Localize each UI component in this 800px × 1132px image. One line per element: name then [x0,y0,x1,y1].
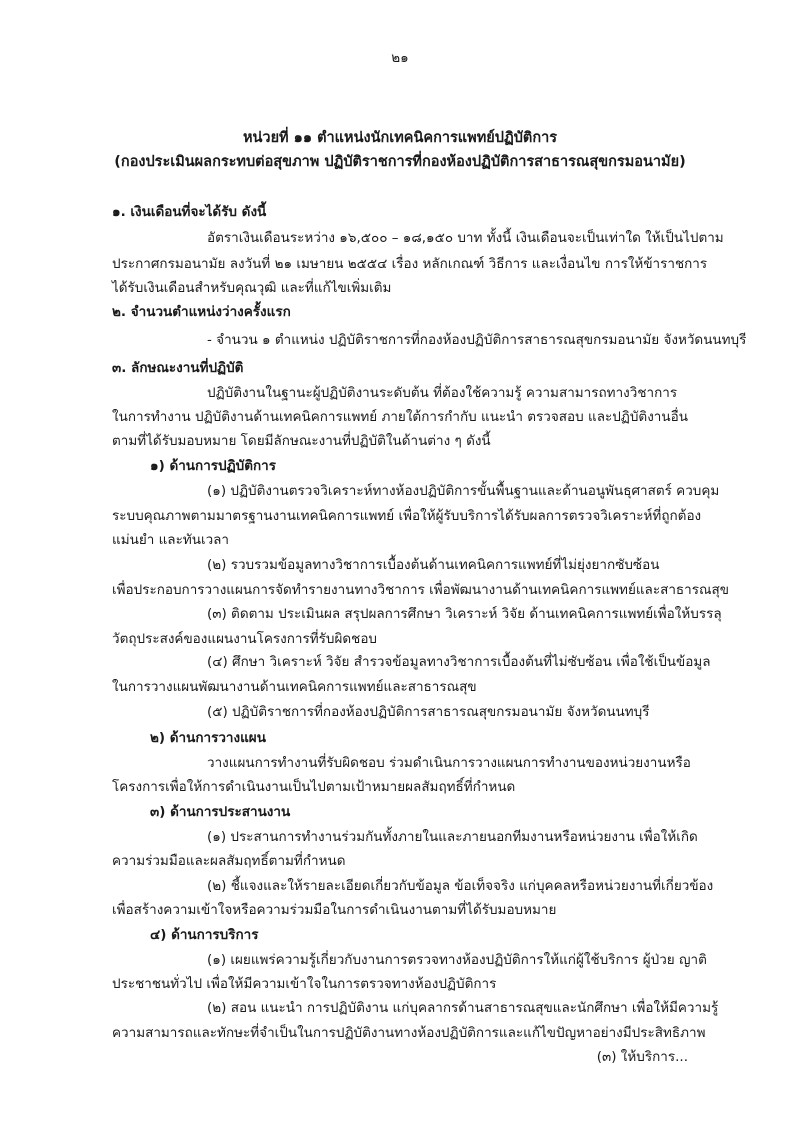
page-number: ๒๑ [391,50,409,66]
paragraph-line: วัตถุประสงค์ของแผนงานโครงการที่รับผิดชอบ [112,631,377,647]
subsection-heading: ๓) ด้านการประสานงาน [150,804,291,820]
continuation-marker: (๓) ให้บริการ... [596,1049,688,1065]
paragraph-line: ความร่วมมือและผลสัมฤทธิ์ตามที่กำหนด [112,853,346,869]
paragraph-line: - จำนวน ๑ ตำแหน่ง ปฏิบัติราชการที่กองห้องปฏิบัติการสาธารณสุขกรมอนามัย จังหวัดนนทบุรี [207,332,747,348]
document-subtitle: (กองประเมินผลกระทบต่อสุขภาพ ปฏิบัติราชการที่กองห้องปฏิบัติการสาธารณสุขกรมอนามัย) [114,154,686,170]
paragraph-line: (๒) ชี้แจงและให้รายละเอียดเกี่ยวกับข้อมูล ข้อเท็จจริง แก่บุคคลหรือหน่วยงานที่เกี่ยวข้อง [207,878,714,894]
paragraph-line: ในการวางแผนพัฒนางานด้านเทคนิคการแพทย์และสาธารณสุข [112,679,477,695]
paragraph-line: แม่นยำ และทันเวลา [112,532,230,548]
paragraph-line: ปฏิบัติงานในฐานะผู้ปฏิบัติงานระดับต้น ที่ต้องใช้ความรู้ ความสามารถทางวิชาการ [207,385,678,401]
paragraph-line: ประกาศกรมอนามัย ลงวันที่ ๒๑ เมษายน ๒๕๕๔ เรื่อง หลักเกณฑ์ วิธีการ และเงื่อนไข การให้ข้าราชการ [112,256,708,272]
section-heading: ๑. เงินเดือนที่จะได้รับ ดังนี้ [112,204,267,220]
paragraph-line: วางแผนการทำงานที่รับผิดชอบ ร่วมดำเนินการวางแผนการทำงานของหน่วยงานหรือ [207,755,691,771]
document-title: หน่วยที่ ๑๑ ตำแหน่งนักเทคนิคการแพทย์ปฏิบัติการ [242,130,558,146]
paragraph-line: ในการทำงาน ปฏิบัติงานด้านเทคนิคการแพทย์ ภายใต้การกำกับ แนะนำ ตรวจสอบ และปฏิบัติงานอื่น [112,409,688,425]
paragraph-line: ความสามารถและทักษะที่จำเป็นในการปฏิบัติงานทางห้องปฏิบัติการและแก้ไขปัญหาอย่างมีประสิทธิภาพ [112,1025,706,1041]
paragraph-line: (๕) ปฏิบัติราชการที่กองห้องปฏิบัติการสาธารณสุขกรมอนามัย จังหวัดนนทบุรี [207,704,650,720]
paragraph-line: (๔) ศึกษา วิเคราะห์ วิจัย สำรวจข้อมูลทางวิชาการเบื้องต้นที่ไม่ซับซ้อน เพื่อใช้เป็นข้อมูล [207,654,711,670]
paragraph-line: (๒) สอน แนะนำ การปฏิบัติงาน แก่บุคลากรด้านสาธารณสุขและนักศึกษา เพื่อให้มีความรู้ [207,1000,719,1016]
subsection-heading: ๒) ด้านการวางแผน [150,730,266,746]
paragraph-line: (๑) ประสานการทำงานร่วมกันทั้งภายในและภายนอกทีมงานหรือหน่วยงาน เพื่อให้เกิด [207,829,698,845]
paragraph-line: (๒) รวบรวมข้อมูลทางวิชาการเบื้องต้นด้านเทคนิคการแพทย์ที่ไม่ยุ่งยากซับซ้อน [207,557,660,573]
paragraph-line: ตามที่ได้รับมอบหมาย โดยมีลักษณะงานที่ปฏิบัติในด้านต่าง ๆ ดังนี้ [112,433,491,449]
paragraph-line: เพื่อสร้างความเข้าใจหรือความร่วมมือในการดำเนินงานตามที่ได้รับมอบหมาย [112,902,557,918]
paragraph-line: (๑) เผยแพร่ความรู้เกี่ยวกับงานการตรวจทางห้องปฏิบัติการให้แก่ผู้ใช้บริการ ผู้ป่วย ญาติ [207,952,707,968]
paragraph-line: ประชาชนทั่วไป เพื่อให้มีความเข้าใจในการตรวจทางห้องปฏิบัติการ [112,976,497,992]
paragraph-line: (๓) ติดตาม ประเมินผล สรุปผลการศึกษา วิเคราะห์ วิจัย ด้านเทคนิคการแพทย์เพื่อให้บรรลุ [207,606,722,622]
paragraph-line: อัตราเงินเดือนระหว่าง ๑๖,๕๐๐ – ๑๘,๑๕๐ บาท ทั้งนี้ เงินเดือนจะเป็นเท่าใด ให้เป็นไปตาม [207,230,724,246]
subsection-heading: ๔) ด้านการบริการ [150,927,259,943]
paragraph-line: (๑) ปฏิบัติงานตรวจวิเคราะห์ทางห้องปฏิบัติการขั้นพื้นฐานและด้านอนูพันธุศาสตร์ ควบคุม [207,483,720,499]
paragraph-line: โครงการเพื่อให้การดำเนินงานเป็นไปตามเป้าหมายผลสัมฤทธิ์ที่กำหนด [112,779,516,795]
paragraph-line: เพื่อประกอบการวางแผนการจัดทำรายงานทางวิชาการ เพื่อพัฒนางานด้านเทคนิคการแพทย์และสาธารณสุข [112,582,729,598]
subsection-heading: ๑) ด้านการปฏิบัติการ [150,458,276,474]
paragraph-line: ระบบคุณภาพตามมาตรฐานงานเทคนิคการแพทย์ เพื่อให้ผู้รับบริการได้รับผลการตรวจวิเคราะห์ที่ถูกต้อง [112,508,702,524]
section-heading: ๓. ลักษณะงานที่ปฏิบัติ [112,360,244,376]
paragraph-line: ได้รับเงินเดือนสำหรับคุณวุฒิ และที่แก้ไขเพิ่มเติม [112,280,392,296]
section-heading: ๒. จำนวนตำแหน่งว่างครั้งแรก [112,304,291,320]
